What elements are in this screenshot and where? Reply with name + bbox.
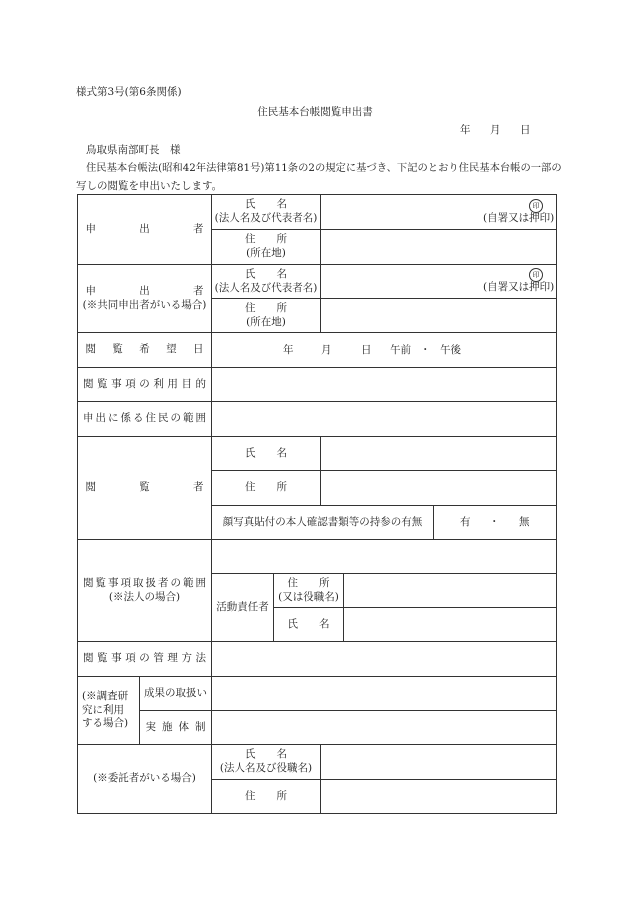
viewing-date-year: 年 [283, 344, 294, 356]
applicant-seal-mark: 印 [529, 199, 543, 213]
handler-scope-label: 閲 覧 事 項 取 扱 者 の 範 囲 (※法人の場合) [83, 576, 206, 603]
addressee: 鳥取県南部町長 様 [86, 144, 181, 156]
viewer-address-label: 住 所 [245, 481, 287, 494]
research-system-label: 実 施 体 制 [145, 720, 206, 733]
applicant-label: 申 出 者 [85, 222, 204, 235]
viewer-name-label: 氏 名 [245, 446, 287, 459]
responsible-person-label: 活動責任者 [216, 600, 269, 613]
viewing-date-separator: ・ [420, 344, 431, 356]
research-results-label: 成果の取扱い [144, 686, 207, 699]
responsible-name-label: 氏 名 [287, 617, 330, 630]
resident-scope-label: 申 出 に 係 る 住 民 の 範 囲 [83, 412, 206, 425]
photo-id-no: 無 [519, 516, 530, 528]
responsible-address-label: 住 所 (又は役職名) [278, 576, 339, 603]
viewing-date-month: 月 [321, 344, 332, 356]
co-applicant-seal-mark: 印 [529, 268, 543, 282]
delegate-address-label: 住 所 [245, 789, 287, 802]
intro-line-2: 写しの閲覧を申出いたします。 [76, 180, 223, 192]
viewing-date-am: 午前 [390, 344, 411, 356]
co-applicant-name-label: 氏 名 (法人名及び代表者名) [214, 267, 318, 294]
co-applicant-label: 申 出 者 (※共同申出者がいる場合) [82, 284, 207, 311]
date-year: 年 [460, 124, 471, 136]
viewing-date-day: 日 [361, 344, 372, 356]
applicant-name-label: 氏 名 (法人名及び代表者名) [214, 198, 318, 224]
delegate-name-label: 氏 名 (法人名及び役職名) [219, 748, 313, 774]
photo-id-yes: 有 [460, 516, 471, 528]
photo-id-label: 顔写真貼付の本人確認書類等の持参の有無 [222, 515, 423, 528]
applicant-address-label: 住 所 (所在地) [245, 233, 287, 259]
date-month: 月 [490, 124, 501, 136]
applicant-seal-note: (自署又は押印) [483, 212, 555, 224]
management-method-label: 閲 覧 事 項 の 管 理 方 法 [83, 652, 206, 665]
delegate-label: (※委託者がいる場合) [93, 772, 196, 785]
page-title: 住民基本台帳閲覧申出書 [257, 106, 373, 118]
photo-id-separator: ・ [489, 516, 500, 528]
form-number: 様式第3号(第6条関係) [76, 86, 182, 98]
co-applicant-seal-note: (自署又は押印) [483, 281, 555, 293]
viewing-date-label: 閲 覧 希 望 日 [85, 343, 204, 356]
viewer-label: 閲 覧 者 [85, 481, 204, 494]
intro-line-1: 住民基本台帳法(昭和42年法律第81号)第11条の2の規定に基づき、下記のとおり住民基本台帳の一部の [86, 162, 562, 174]
viewing-date-pm: 午後 [440, 344, 461, 356]
purpose-label: 閲 覧 事 項 の 利 用 目 的 [83, 377, 206, 390]
date-day: 日 [520, 124, 531, 136]
research-label: (※調査研 究に利用 する場合) [82, 690, 129, 730]
co-applicant-address-label: 住 所 (所在地) [245, 301, 287, 328]
